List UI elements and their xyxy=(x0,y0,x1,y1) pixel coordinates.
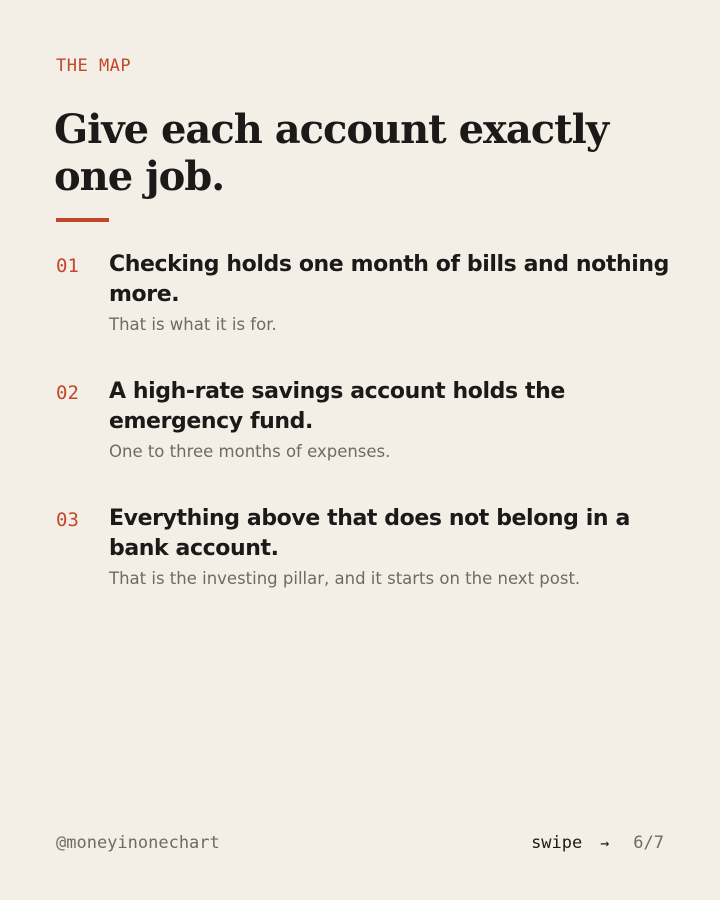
list-item xyxy=(56,504,676,631)
swipe-indicator[interactable] xyxy=(531,833,664,853)
item-subtext: One to three months of expenses. xyxy=(109,442,391,461)
item-number: 02 xyxy=(56,382,79,404)
list-item xyxy=(56,250,676,377)
item-number: 01 xyxy=(56,255,79,277)
account-handle: @moneyinonechart xyxy=(56,833,220,853)
swipe-label: swipe xyxy=(531,833,583,853)
item-heading: Everything above that does not belong in a bank account. xyxy=(109,506,630,561)
accent-divider xyxy=(56,218,109,222)
item-heading: Checking holds one month of bills and nothing more. xyxy=(109,252,670,307)
job-list xyxy=(56,250,676,631)
item-heading: A high-rate savings account holds the emergency fund. xyxy=(109,379,565,434)
page-indicator: 6/7 xyxy=(633,833,664,853)
item-subtext: That is what it is for. xyxy=(109,315,277,334)
eyebrow-label: THE MAP xyxy=(56,56,132,76)
item-subtext: That is the investing pillar, and it starts on the next post. xyxy=(109,569,581,588)
list-item xyxy=(56,377,676,504)
arrow-right-icon: → xyxy=(600,834,610,852)
item-number: 03 xyxy=(56,509,79,531)
page-title: Give each account exactly one job. xyxy=(54,106,609,200)
